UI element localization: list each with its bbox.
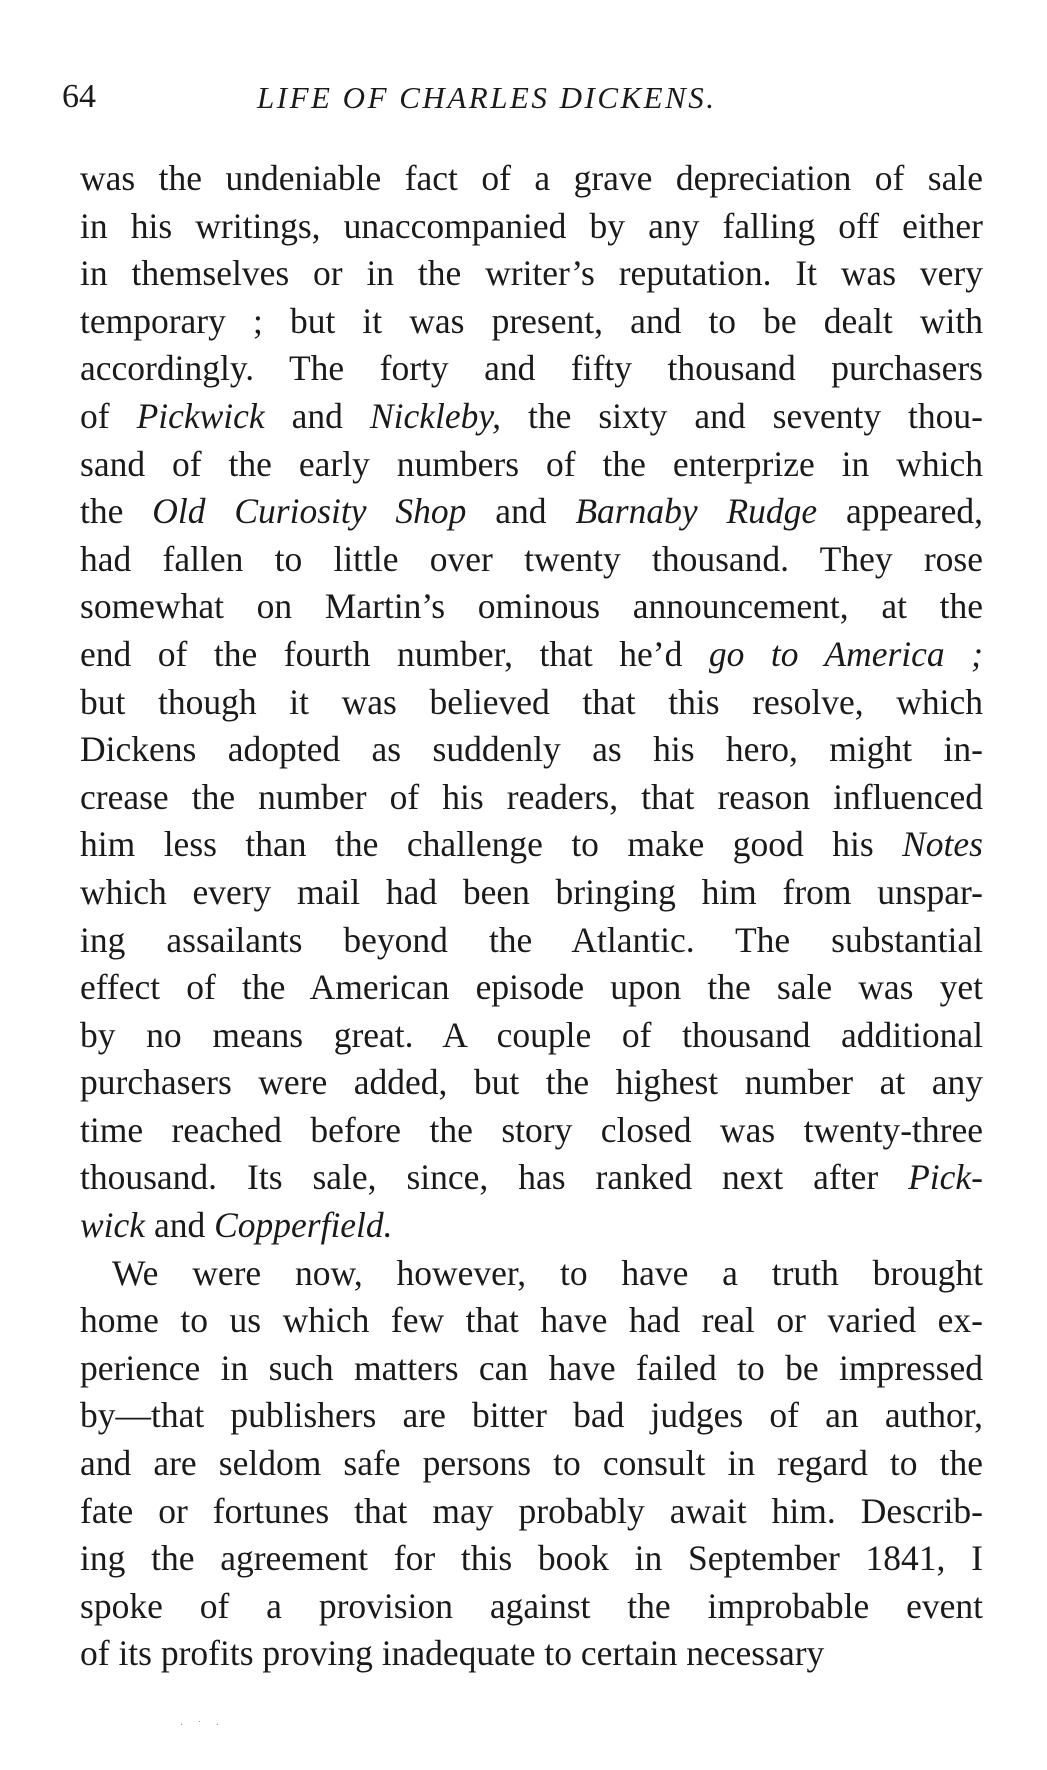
text-line [80, 774, 983, 822]
text-run: appeared, [817, 491, 983, 532]
italic-title: Nickleby, [369, 395, 502, 436]
text-line [80, 250, 983, 298]
text-line [80, 964, 983, 1012]
scan-specks: · ˙ · [180, 1720, 225, 1731]
italic-title: Copperfield. [214, 1205, 393, 1246]
text-run: and [145, 1205, 215, 1246]
text-line [80, 441, 983, 489]
text-line [80, 1154, 983, 1202]
italic-title: Old Curiosity Shop [152, 491, 467, 532]
text-run: fate or fortunes that may probably await him. Describ- [80, 1490, 983, 1531]
italic-title: wick [80, 1205, 146, 1246]
text-line [80, 821, 983, 869]
text-line [80, 345, 983, 393]
text-line [80, 203, 983, 251]
text-run: Dickens adopted as suddenly as his hero, might in- [80, 729, 983, 770]
italic-title: Pickwick [136, 395, 265, 436]
text-run: ing assailants beyond the Atlantic. The substantial [80, 919, 983, 960]
text-run: in his writings, unaccompanied by any falling off either [80, 205, 983, 246]
text-line [80, 488, 983, 536]
text-run: but though it was believed that this resolve, which [80, 681, 983, 722]
text-line [80, 583, 983, 631]
text-line [80, 679, 983, 727]
text-line [80, 1392, 983, 1440]
text-run: ing the agreement for this book in September 1841, I [80, 1538, 983, 1579]
text-run: which every mail had been bringing him from unspar- [80, 871, 983, 912]
text-run: and are seldom safe persons to consult in regard to the [80, 1443, 983, 1484]
text-run: time reached before the story closed was twenty-three [80, 1109, 983, 1150]
text-line [80, 1012, 983, 1060]
text-line [80, 155, 983, 203]
body-text [80, 155, 983, 1678]
text-run: somewhat on Martin’s ominous announcement, at the [80, 586, 983, 627]
text-run: the sixty and seventy thou- [501, 395, 983, 436]
page-number: 64 [62, 78, 96, 115]
text-line [80, 1059, 983, 1107]
text-line [80, 1107, 983, 1155]
text-run: temporary ; but it was present, and to be dealt with [80, 300, 983, 341]
text-run: end of the fourth number, that he’d [80, 633, 709, 674]
text-run: thousand. Its sale, since, has ranked next after [80, 1157, 909, 1198]
text-line [80, 726, 983, 774]
text-run: purchasers were added, but the highest number at any [80, 1062, 983, 1103]
text-line [80, 1297, 983, 1345]
page-header [62, 78, 982, 128]
text-run: in themselves or in the writer’s reputation. It was very [80, 253, 983, 294]
paragraph [80, 1250, 983, 1678]
text-line [80, 298, 983, 346]
italic-title: Notes [902, 824, 983, 865]
text-run: and [264, 395, 370, 436]
text-line [80, 1630, 983, 1678]
running-title: LIFE OF CHARLES DICKENS. [257, 80, 717, 115]
text-run: perience in such matters can have failed to be impressed [80, 1347, 983, 1388]
text-line [80, 1488, 983, 1536]
text-run: home to us which few that have had real or varied ex- [80, 1300, 983, 1341]
paragraph [80, 155, 983, 1250]
text-run: and [466, 491, 576, 532]
text-run: of [80, 395, 137, 436]
text-run: by no means great. A couple of thousand additional [80, 1014, 983, 1055]
text-line [80, 1345, 983, 1393]
text-line [80, 536, 983, 584]
text-run: crease the number of his readers, that reason influenced [80, 776, 983, 817]
text-line [80, 1202, 983, 1250]
text-line [80, 1583, 983, 1631]
text-run: We were now, however, to have a truth brought [112, 1252, 983, 1293]
text-run: the [80, 491, 153, 532]
text-line [80, 393, 983, 441]
text-line [80, 1440, 983, 1488]
text-run: was the undeniable fact of a grave depreciation of sale [80, 158, 983, 198]
text-run: sand of the early numbers of the enterprize in which [80, 443, 983, 484]
text-line [80, 869, 983, 917]
text-run: had fallen to little over twenty thousand. They rose [80, 538, 983, 579]
text-run: accordingly. The forty and fifty thousand purchasers [80, 348, 983, 389]
text-run: effect of the American episode upon the sale was yet [80, 967, 983, 1008]
text-line [80, 1250, 983, 1298]
text-run: spoke of a provision against the improbable event [80, 1585, 983, 1626]
text-line [80, 631, 983, 679]
text-run: him less than the challenge to make good his [80, 824, 903, 865]
italic-title: Barnaby Rudge [575, 491, 818, 532]
text-run: by—that publishers are bitter bad judges of an author, [80, 1395, 983, 1436]
italic-title: Pick- [908, 1157, 983, 1198]
italic-title: go to America ; [708, 633, 983, 674]
text-run: of its profits proving inadequate to certain necessary [80, 1633, 825, 1674]
text-line [80, 917, 983, 965]
text-line [80, 1535, 983, 1583]
